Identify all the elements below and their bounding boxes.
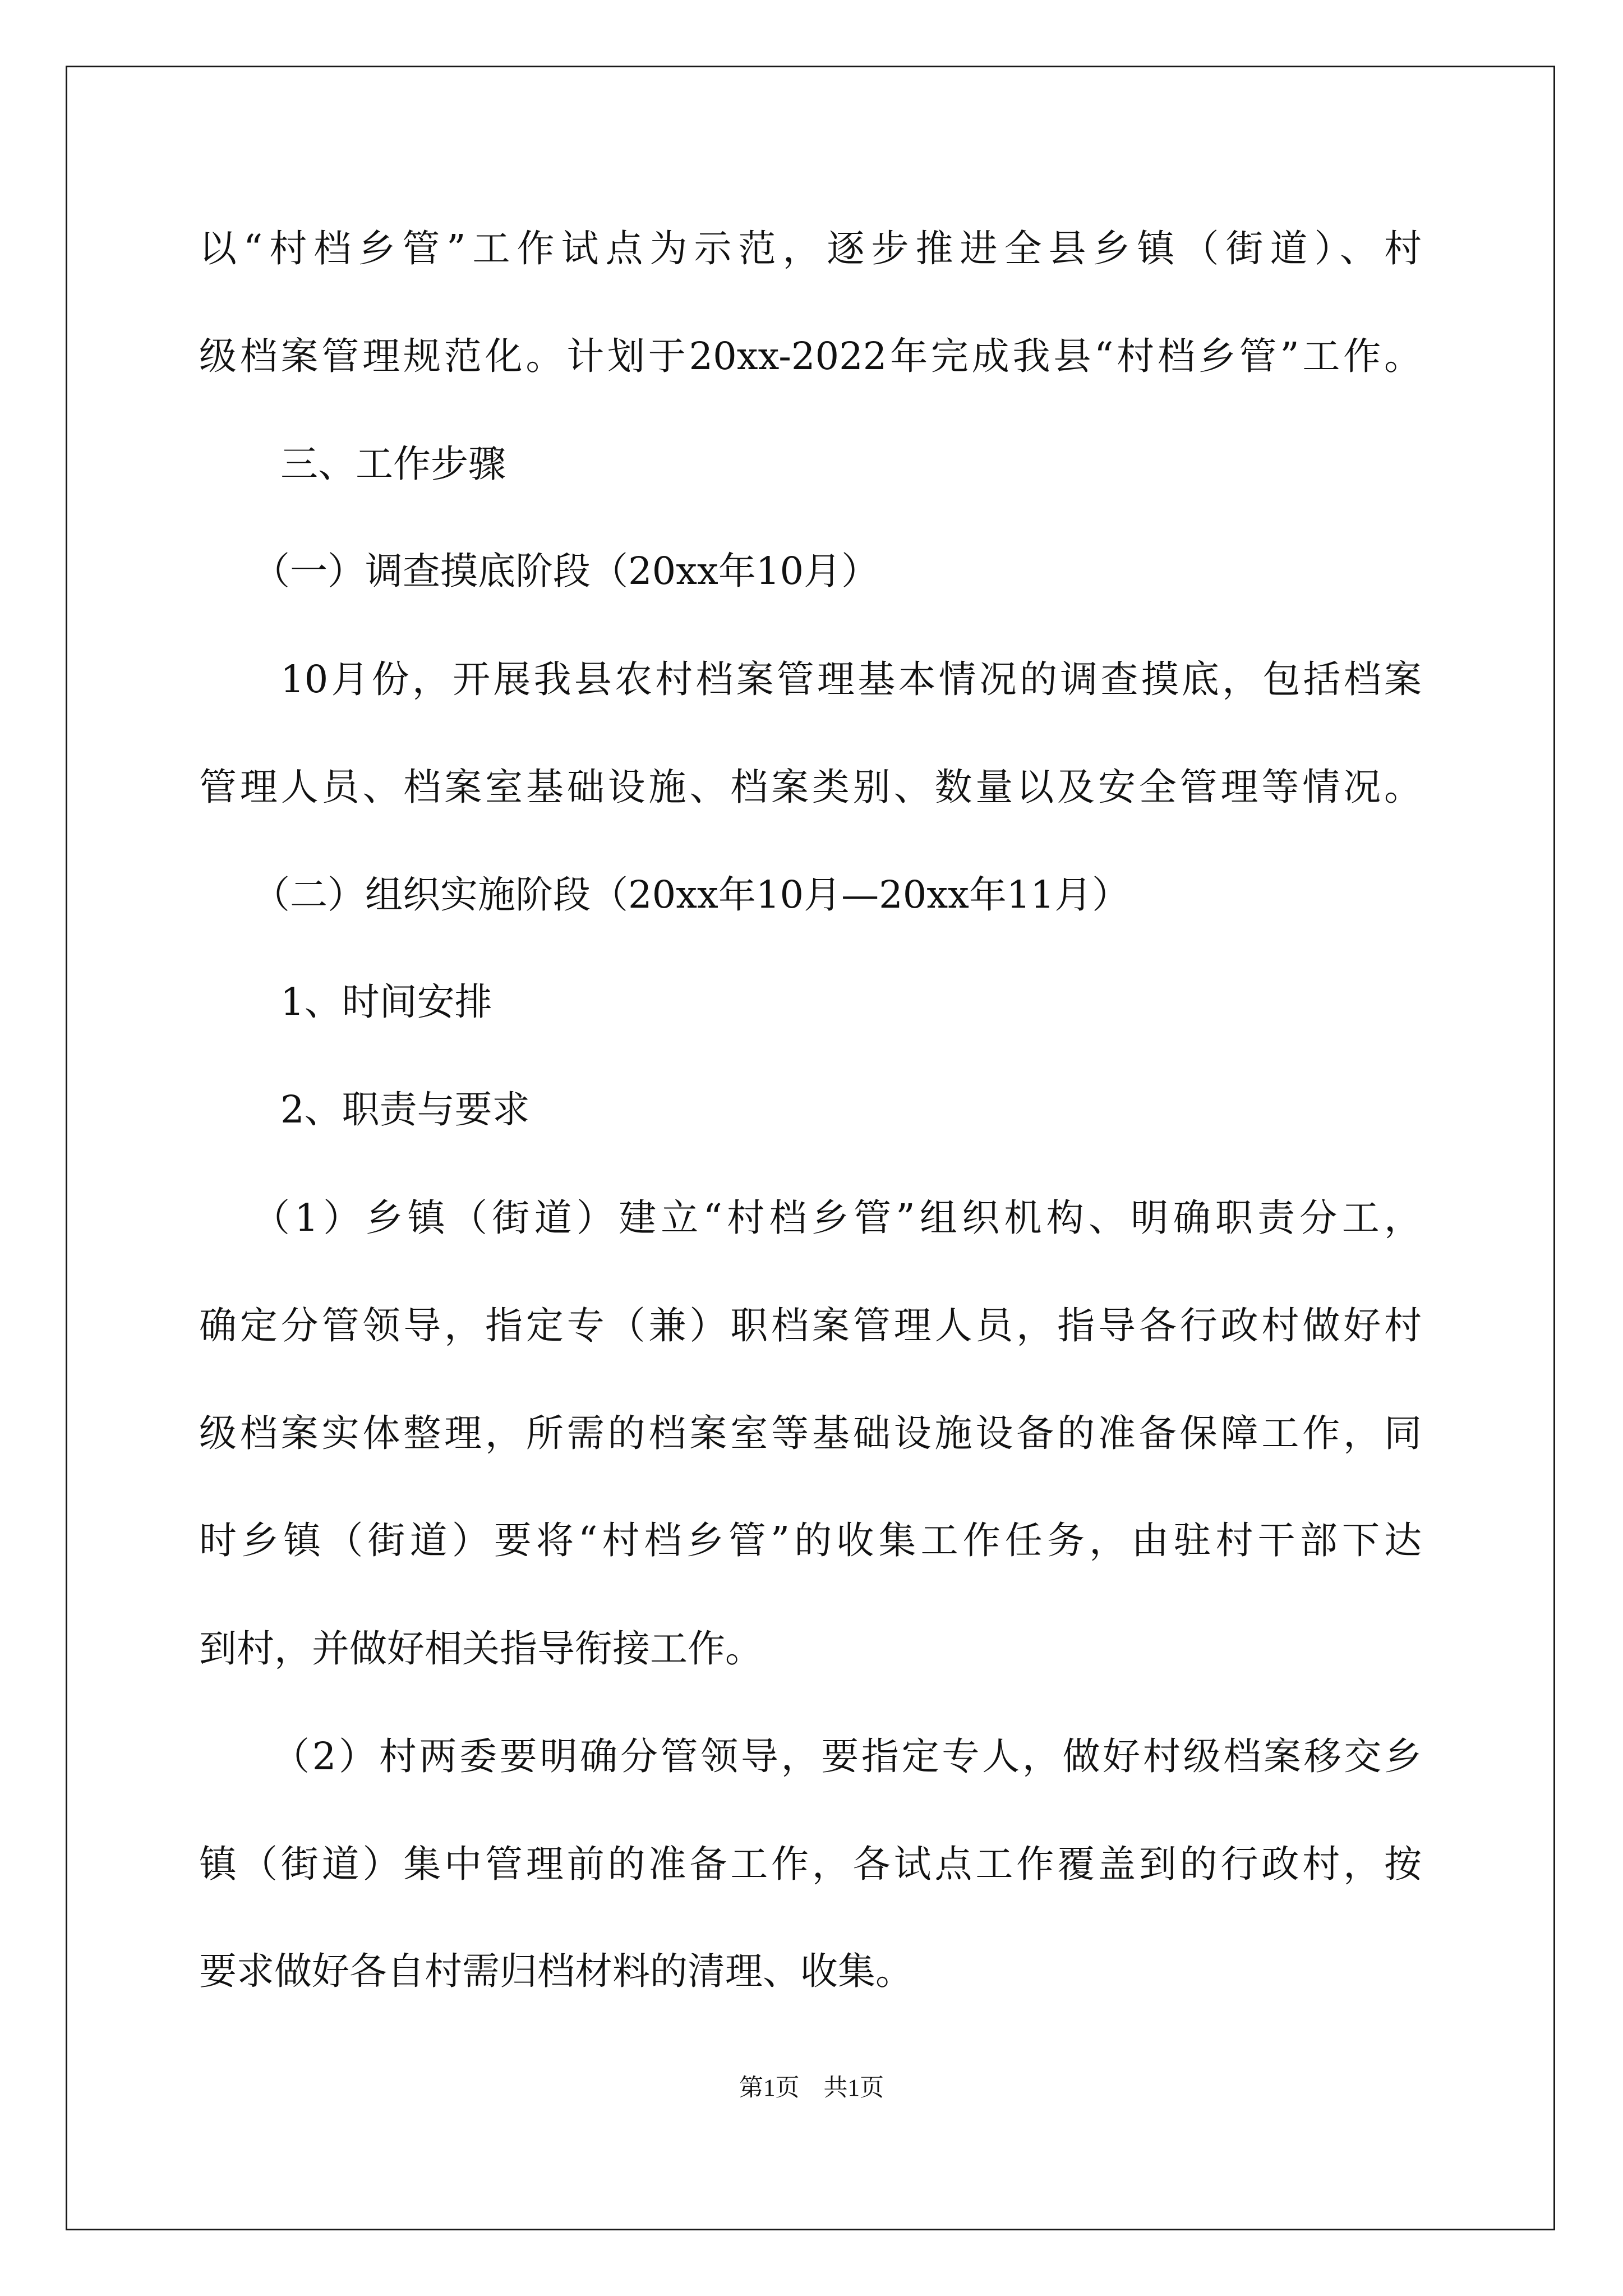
body-text-line: 时乡镇（街道）要将“村档乡管”的收集工作任务，由驻村干部下达 [199,1519,1422,1562]
body-text-line: （1）乡镇（街道）建立“村档乡管”组织机构、明确职责分工， [252,1196,1422,1240]
body-text-line: 确定分管领导，指定专（兼）职档案管理人员，指导各行政村做好村 [199,1304,1422,1347]
body-text-line: 级档案管理规范化。计划于20xx-2022年完成我县“村档乡管”工作。 [199,334,1422,378]
body-text-line: （2）村两委要明确分管领导，要指定专人，做好村级档案移交乡 [272,1734,1422,1778]
body-text-line: 10月份，开展我县农村档案管理基本情况的调查摸底，包括档案 [280,657,1422,701]
page-footer: 第1页 共1页 [739,2075,884,2101]
body-text-line: 镇（街道）集中管理前的准备工作，各试点工作覆盖到的行政村，按 [199,1842,1422,1886]
section-heading: 三、工作步骤 [280,442,506,486]
subsection-heading: （一）调查摸底阶段（20xx年10月） [252,549,879,593]
page-border [66,66,1555,2230]
body-text-line: 以“村档乡管”工作试点为示范，逐步推进全县乡镇（街道）、村 [199,227,1422,270]
body-text-line: 到村，并做好相关指导衔接工作。 [199,1627,763,1671]
body-text-line: 级档案实体整理，所需的档案室等基础设施设备的准备保障工作，同 [199,1411,1422,1455]
list-item-heading: 1、时间安排 [280,980,492,1024]
subsection-heading: （二）组织实施阶段（20xx年10月—20xx年11月） [252,873,1130,917]
body-text-line: 要求做好各自村需归档材料的清理、收集。 [199,1949,913,1993]
body-text-line: 管理人员、档案室基础设施、档案类别、数量以及安全管理等情况。 [199,765,1422,809]
list-item-heading: 2、职责与要求 [280,1088,530,1131]
